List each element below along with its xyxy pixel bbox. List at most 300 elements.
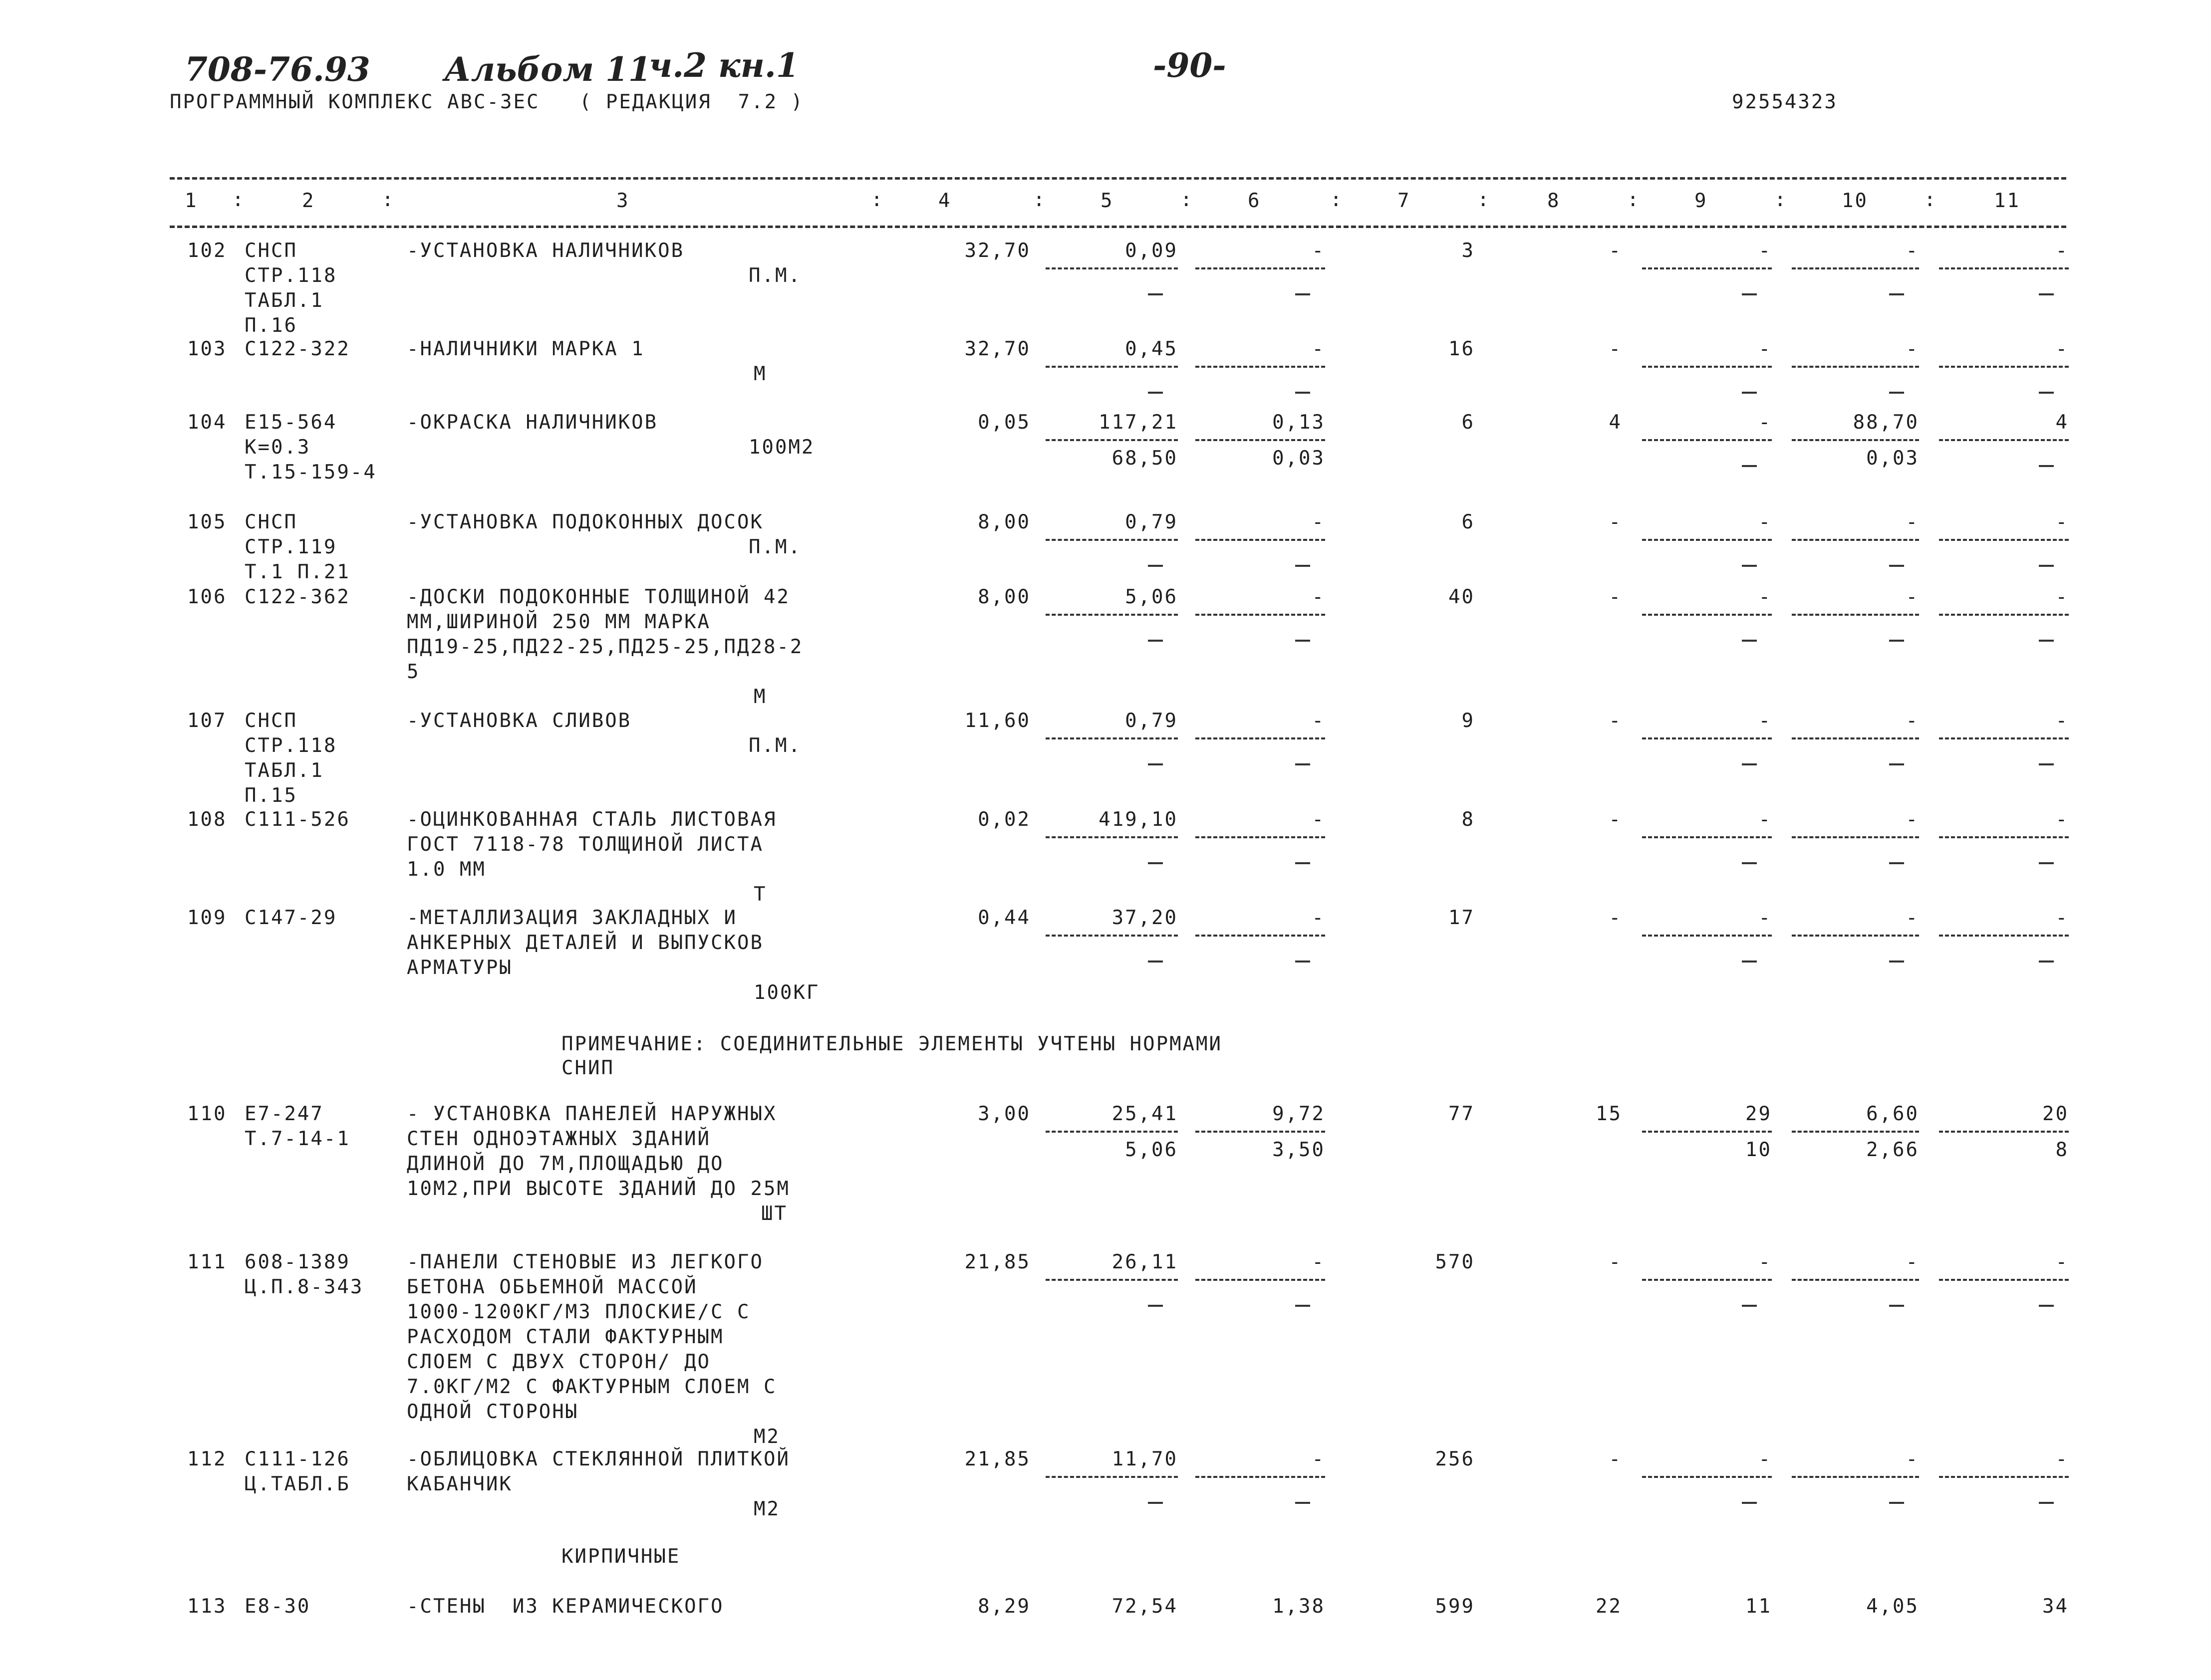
value-c10: - (1906, 338, 1919, 360)
work-description: АРМАТУРЫ (407, 957, 513, 979)
row-number: 102 (187, 240, 227, 262)
value-divider (1642, 439, 1772, 441)
value-c6: - (1312, 710, 1325, 732)
value-divider (1642, 614, 1772, 616)
value-divider (1046, 614, 1178, 616)
value-c6: - (1312, 240, 1325, 262)
value-c9: - (1758, 1251, 1772, 1273)
row-number: 113 (187, 1595, 227, 1618)
empty-value-mark (1295, 392, 1310, 394)
empty-value-mark (1742, 465, 1757, 467)
value-divider (1642, 366, 1772, 368)
empty-value-mark (1889, 763, 1904, 765)
value-divider (1939, 439, 2069, 441)
empty-value-mark (2039, 640, 2054, 642)
value-divider (1046, 935, 1178, 937)
row-number: 111 (187, 1251, 227, 1273)
value-divider (1046, 737, 1178, 739)
value-c8: 22 (1596, 1595, 1622, 1618)
norm-code: Ц.П.8-343 (245, 1276, 364, 1298)
norm-code: Т.15-159-4 (245, 461, 377, 483)
empty-value-mark (1295, 1502, 1310, 1504)
empty-value-mark (1889, 1502, 1904, 1504)
work-description: - УСТАНОВКА ПАНЕЛЕЙ НАРУЖНЫХ (407, 1103, 777, 1125)
value-divider (1046, 1279, 1178, 1281)
value-c7: 9 (1461, 710, 1475, 732)
empty-value-mark (1742, 392, 1757, 394)
value-c11: - (2055, 710, 2069, 732)
work-description: 10М2,ПРИ ВЫСОТЕ ЗДАНИЙ ДО 25М (407, 1178, 790, 1200)
handwritten-part: ч.2 кн.1 (649, 46, 799, 85)
work-description: ММ,ШИРИНОЙ 250 ММ МАРКА (407, 611, 711, 633)
note-line: СНИП (561, 1057, 614, 1079)
value-divider (1046, 267, 1178, 269)
value-c4: 0,05 (978, 411, 1031, 434)
program-title: ПРОГРАММНЫЙ КОМПЛЕКС АВС-3ЕС ( РЕДАКЦИЯ 7.2 ) (170, 91, 805, 113)
empty-value-mark (1742, 293, 1757, 295)
value-c10: - (1906, 907, 1919, 929)
column-separator: : (1627, 189, 1639, 211)
value-divider (1195, 267, 1325, 269)
empty-value-mark (1742, 960, 1757, 962)
value-c9: - (1758, 907, 1772, 929)
column-header: 1 (185, 190, 198, 212)
unit-of-measure: М2 (754, 1498, 780, 1520)
norm-code: СНСП (245, 511, 297, 533)
empty-value-mark (1295, 763, 1310, 765)
value-c4: 0,02 (978, 808, 1031, 831)
document-number: 92554323 (1732, 91, 1838, 113)
work-description: -УСТАНОВКА ПОДОКОННЫХ ДОСОК (407, 511, 764, 533)
value-c5: 0,79 (1125, 511, 1178, 533)
value-divider (1792, 614, 1919, 616)
empty-value-mark (2039, 392, 2054, 394)
value-divider (1792, 1279, 1919, 1281)
norm-code: С122-362 (245, 586, 350, 608)
value-divider (1939, 935, 2069, 937)
value-c7: 77 (1448, 1103, 1475, 1125)
value-c9: - (1758, 586, 1772, 608)
value-c11: - (2055, 808, 2069, 831)
value-c7: 6 (1461, 411, 1475, 434)
value-divider (1642, 935, 1772, 937)
work-description: -ОБЛИЦОВКА СТЕКЛЯННОЙ ПЛИТКОЙ (407, 1448, 790, 1470)
value-c11: 20 (2042, 1103, 2069, 1125)
value-c10: 6,60 (1866, 1103, 1919, 1125)
value-divider (1939, 1131, 2069, 1133)
value-c6b: 0,03 (1272, 447, 1325, 470)
unit-of-measure: ШТ (761, 1202, 788, 1225)
norm-code: ТАБЛ.1 (245, 289, 324, 312)
work-description: ДЛИНОЙ ДО 7М,ПЛОЩАДЬЮ ДО (407, 1153, 724, 1175)
value-divider (1642, 1476, 1772, 1478)
empty-value-mark (1295, 862, 1310, 864)
value-divider (1195, 614, 1325, 616)
empty-value-mark (2039, 1305, 2054, 1307)
column-header: 5 (1101, 190, 1114, 212)
empty-value-mark (1742, 1305, 1757, 1307)
table-header-rule (170, 226, 2066, 228)
table-top-rule (170, 177, 2066, 180)
value-c6: - (1312, 1251, 1325, 1273)
value-divider (1939, 1476, 2069, 1478)
row-number: 106 (187, 586, 227, 608)
work-description: ОДНОЙ СТОРОНЫ (407, 1401, 579, 1423)
row-number: 109 (187, 907, 227, 929)
empty-value-mark (1889, 565, 1904, 567)
value-divider (1792, 439, 1919, 441)
column-separator: : (1033, 189, 1045, 211)
value-c8: - (1609, 907, 1622, 929)
value-c7: 599 (1435, 1595, 1475, 1618)
value-divider (1046, 1476, 1178, 1478)
value-c8: 4 (1609, 411, 1622, 434)
column-separator: : (1477, 189, 1489, 211)
value-divider (1642, 1131, 1772, 1133)
empty-value-mark (1148, 640, 1163, 642)
value-divider (1195, 1279, 1325, 1281)
value-c10: - (1906, 586, 1919, 608)
value-c5: 0,79 (1125, 710, 1178, 732)
norm-code: С111-526 (245, 808, 350, 831)
value-divider (1195, 737, 1325, 739)
norm-code: С147-29 (245, 907, 337, 929)
value-c11: - (2055, 511, 2069, 533)
column-header: 10 (1842, 190, 1868, 212)
value-c10: - (1906, 1251, 1919, 1273)
norm-code: С111-126 (245, 1448, 350, 1470)
norm-code: П.15 (245, 784, 297, 807)
unit-of-measure: М (754, 686, 767, 708)
value-c6: 0,13 (1272, 411, 1325, 434)
work-description: -ОЦИНКОВАННАЯ СТАЛЬ ЛИСТОВАЯ (407, 808, 777, 831)
empty-value-mark (2039, 763, 2054, 765)
value-divider (1046, 836, 1178, 838)
column-header: 4 (938, 190, 952, 212)
empty-value-mark (1889, 640, 1904, 642)
work-description: -СТЕНЫ ИЗ КЕРАМИЧЕСКОГО (407, 1595, 724, 1618)
norm-code: Т.1 П.21 (245, 561, 350, 583)
value-divider (1195, 439, 1325, 441)
empty-value-mark (1148, 392, 1163, 394)
value-c9: - (1758, 808, 1772, 831)
value-c8: - (1609, 338, 1622, 360)
value-c10: - (1906, 710, 1919, 732)
work-description: АНКЕРНЫХ ДЕТАЛЕЙ И ВЫПУСКОВ (407, 932, 764, 954)
column-separator: : (232, 189, 244, 211)
value-c5: 37,20 (1111, 907, 1178, 929)
value-divider (1195, 1476, 1325, 1478)
value-divider (1792, 935, 1919, 937)
value-c10b: 2,66 (1866, 1139, 1919, 1161)
norm-code: ТАБЛ.1 (245, 759, 324, 782)
work-description: -ПАНЕЛИ СТЕНОВЫЕ ИЗ ЛЕГКОГО (407, 1251, 764, 1273)
work-description: 1.0 ММ (407, 858, 486, 881)
work-description: ГОСТ 7118-78 ТОЛЩИНОЙ ЛИСТА (407, 833, 764, 856)
value-c6: 1,38 (1272, 1595, 1325, 1618)
column-header: 8 (1547, 190, 1561, 212)
value-divider (1939, 539, 2069, 541)
value-divider (1642, 539, 1772, 541)
value-c10: - (1906, 1448, 1919, 1470)
work-description: -ДОСКИ ПОДОКОННЫЕ ТОЛЩИНОЙ 42 (407, 586, 790, 608)
value-divider (1939, 614, 2069, 616)
value-c10: - (1906, 511, 1919, 533)
value-c9: - (1758, 511, 1772, 533)
unit-of-measure: М (754, 363, 767, 385)
value-c5: 419,10 (1099, 808, 1178, 831)
row-number: 110 (187, 1103, 227, 1125)
empty-value-mark (1889, 293, 1904, 295)
value-c9: - (1758, 710, 1772, 732)
norm-code: СНСП (245, 710, 297, 732)
empty-value-mark (2039, 293, 2054, 295)
value-c5: 72,54 (1111, 1595, 1178, 1618)
value-divider (1642, 737, 1772, 739)
norm-code: К=0.3 (245, 436, 311, 459)
value-divider (1046, 439, 1178, 441)
norm-code: П.16 (245, 314, 297, 337)
empty-value-mark (1148, 763, 1163, 765)
row-number: 107 (187, 710, 227, 732)
work-description: -УСТАНОВКА СЛИВОВ (407, 710, 632, 732)
value-c10: 88,70 (1853, 411, 1919, 434)
note-line: ПРИМЕЧАНИЕ: СОЕДИНИТЕЛЬНЫЕ ЭЛЕМЕНТЫ УЧТЕНЫ НОРМАМИ (561, 1033, 1222, 1055)
value-c5: 0,45 (1125, 338, 1178, 360)
section-title: КИРПИЧНЫЕ (561, 1545, 681, 1568)
value-c5: 25,41 (1111, 1103, 1178, 1125)
value-c11: 34 (2042, 1595, 2069, 1618)
work-description: -УСТАНОВКА НАЛИЧНИКОВ (407, 240, 685, 262)
empty-value-mark (1742, 862, 1757, 864)
value-c5b: 68,50 (1111, 447, 1178, 470)
row-number: 103 (187, 338, 227, 360)
value-divider (1195, 539, 1325, 541)
value-c9: 11 (1745, 1595, 1772, 1618)
value-divider (1939, 836, 2069, 838)
work-description: БЕТОНА ОБЬЕМНОЙ МАССОЙ (407, 1276, 698, 1298)
row-number: 112 (187, 1448, 227, 1470)
value-c8: - (1609, 511, 1622, 533)
value-divider (1195, 1131, 1325, 1133)
column-header: 2 (302, 190, 315, 212)
value-c8: - (1609, 1448, 1622, 1470)
unit-of-measure: П.М. (749, 734, 802, 757)
value-c11b: 8 (2055, 1139, 2069, 1161)
value-c9b: 10 (1745, 1139, 1772, 1161)
work-description: 1000-1200КГ/М3 ПЛОСКИЕ/С С (407, 1301, 751, 1323)
value-c5: 11,70 (1111, 1448, 1178, 1470)
value-c4: 8,29 (978, 1595, 1031, 1618)
value-c11: - (2055, 1251, 2069, 1273)
empty-value-mark (1295, 960, 1310, 962)
value-c4: 0,44 (978, 907, 1031, 929)
value-c4: 8,00 (978, 511, 1031, 533)
value-c6: - (1312, 586, 1325, 608)
value-c7: 6 (1461, 511, 1475, 533)
value-c8: - (1609, 808, 1622, 831)
value-divider (1195, 366, 1325, 368)
empty-value-mark (2039, 1502, 2054, 1504)
value-divider (1792, 1131, 1919, 1133)
value-divider (1046, 539, 1178, 541)
value-c6: - (1312, 1448, 1325, 1470)
value-c6b: 3,50 (1272, 1139, 1325, 1161)
work-description: -НАЛИЧНИКИ МАРКА 1 (407, 338, 645, 360)
value-c4: 3,00 (978, 1103, 1031, 1125)
norm-code: СНСП (245, 240, 297, 262)
work-description: -МЕТАЛЛИЗАЦИЯ ЗАКЛАДНЫХ И (407, 907, 737, 929)
value-c10: 4,05 (1866, 1595, 1919, 1618)
value-c8: - (1609, 586, 1622, 608)
value-c9: - (1758, 240, 1772, 262)
empty-value-mark (1742, 763, 1757, 765)
unit-of-measure: П.М. (749, 264, 802, 287)
unit-of-measure: 100М2 (749, 436, 815, 459)
empty-value-mark (1148, 1502, 1163, 1504)
value-c11: - (2055, 338, 2069, 360)
value-c8: - (1609, 710, 1622, 732)
empty-value-mark (1889, 862, 1904, 864)
value-divider (1046, 1131, 1178, 1133)
norm-code: Т.7-14-1 (245, 1128, 350, 1150)
value-c11: - (2055, 1448, 2069, 1470)
value-divider (1046, 366, 1178, 368)
value-c8: - (1609, 240, 1622, 262)
value-divider (1195, 935, 1325, 937)
value-c5: 26,11 (1111, 1251, 1178, 1273)
value-c5b: 5,06 (1125, 1139, 1178, 1161)
value-c7: 570 (1435, 1251, 1475, 1273)
value-c6: - (1312, 808, 1325, 831)
empty-value-mark (1148, 862, 1163, 864)
empty-value-mark (1295, 565, 1310, 567)
column-header: 9 (1694, 190, 1708, 212)
value-c9: - (1758, 1448, 1772, 1470)
empty-value-mark (1889, 392, 1904, 394)
value-c10: - (1906, 240, 1919, 262)
value-divider (1792, 1476, 1919, 1478)
value-c9: - (1758, 338, 1772, 360)
handwritten-album: Альбом 11 (444, 50, 651, 89)
work-description: ПД19-25,ПД22-25,ПД25-25,ПД28-2 (407, 636, 804, 658)
column-separator: : (871, 189, 883, 211)
norm-code: Е15-564 (245, 411, 337, 434)
value-c5: 0,09 (1125, 240, 1178, 262)
norm-code: СТР.119 (245, 536, 337, 558)
value-c11: - (2055, 907, 2069, 929)
value-divider (1939, 366, 2069, 368)
empty-value-mark (1295, 293, 1310, 295)
work-description: 5 (407, 661, 420, 683)
value-c8: 15 (1596, 1103, 1622, 1125)
value-divider (1642, 267, 1772, 269)
empty-value-mark (2039, 565, 2054, 567)
work-description: СЛОЕМ С ДВУХ СТОРОН/ ДО (407, 1351, 711, 1373)
value-c4: 21,85 (964, 1251, 1031, 1273)
empty-value-mark (1295, 640, 1310, 642)
value-c11: - (2055, 240, 2069, 262)
value-divider (1792, 836, 1919, 838)
handwritten-code: 708-76.93 (185, 50, 370, 89)
value-c5: 5,06 (1125, 586, 1178, 608)
value-divider (1642, 1279, 1772, 1281)
norm-code: Е8-30 (245, 1595, 311, 1618)
value-c4: 32,70 (964, 338, 1031, 360)
value-c7: 16 (1448, 338, 1475, 360)
value-c9: 29 (1745, 1103, 1772, 1125)
norm-code: Ц.ТАБЛ.Б (245, 1473, 350, 1495)
row-number: 104 (187, 411, 227, 434)
value-c11: 4 (2055, 411, 2069, 434)
empty-value-mark (1148, 960, 1163, 962)
value-divider (1792, 737, 1919, 739)
empty-value-mark (1148, 1305, 1163, 1307)
value-c7: 17 (1448, 907, 1475, 929)
work-description: КАБАНЧИК (407, 1473, 513, 1495)
value-c5: 117,21 (1099, 411, 1178, 434)
work-description: 7.0КГ/М2 С ФАКТУРНЫМ СЛОЕМ С (407, 1376, 777, 1398)
norm-code: Е7-247 (245, 1103, 324, 1125)
empty-value-mark (1889, 1305, 1904, 1307)
column-separator: : (1330, 189, 1342, 211)
unit-of-measure: М2 (754, 1426, 780, 1448)
work-description: СТЕН ОДНОЭТАЖНЫХ ЗДАНИЙ (407, 1128, 711, 1150)
unit-of-measure: 100КГ (754, 981, 820, 1004)
value-divider (1792, 366, 1919, 368)
column-header: 3 (616, 190, 630, 212)
norm-code: СТР.118 (245, 734, 337, 757)
unit-of-measure: П.М. (749, 536, 802, 558)
unit-of-measure: Т (754, 883, 767, 906)
value-c10b: 0,03 (1866, 447, 1919, 470)
column-separator: : (1180, 189, 1192, 211)
value-c4: 8,00 (978, 586, 1031, 608)
norm-code: 608-1389 (245, 1251, 350, 1273)
value-divider (1792, 267, 1919, 269)
empty-value-mark (1742, 1502, 1757, 1504)
empty-value-mark (1742, 565, 1757, 567)
value-c8: - (1609, 1251, 1622, 1273)
empty-value-mark (1889, 960, 1904, 962)
empty-value-mark (2039, 960, 2054, 962)
value-divider (1792, 539, 1919, 541)
row-number: 105 (187, 511, 227, 533)
empty-value-mark (2039, 862, 2054, 864)
row-number: 108 (187, 808, 227, 831)
handwritten-page-number: -90- (1153, 46, 1226, 85)
value-divider (1939, 737, 2069, 739)
work-description: -ОКРАСКА НАЛИЧНИКОВ (407, 411, 658, 434)
empty-value-mark (1742, 640, 1757, 642)
value-c6: - (1312, 907, 1325, 929)
value-divider (1642, 836, 1772, 838)
value-c7: 3 (1461, 240, 1475, 262)
value-c4: 32,70 (964, 240, 1031, 262)
empty-value-mark (1148, 293, 1163, 295)
column-separator: : (382, 189, 394, 211)
value-c9: - (1758, 411, 1772, 434)
empty-value-mark (1148, 565, 1163, 567)
empty-value-mark (1295, 1305, 1310, 1307)
empty-value-mark (2039, 465, 2054, 467)
norm-code: СТР.118 (245, 264, 337, 287)
value-c6: - (1312, 511, 1325, 533)
value-c6: - (1312, 338, 1325, 360)
value-c4: 11,60 (964, 710, 1031, 732)
value-c7: 40 (1448, 586, 1475, 608)
column-header: 7 (1397, 190, 1411, 212)
